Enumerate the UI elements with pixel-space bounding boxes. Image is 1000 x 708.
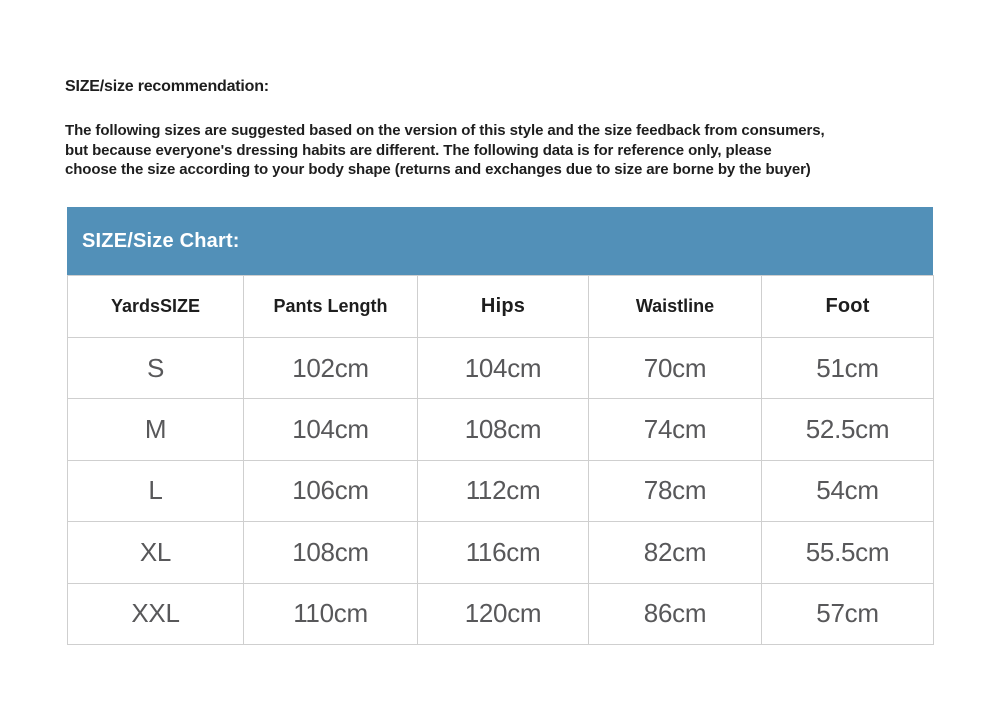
column-header-yards-size: YardsSIZE [68, 276, 244, 338]
size-cell: XL [68, 522, 244, 583]
pants-length-cell: 108cm [244, 522, 418, 583]
table-row-xxl [68, 583, 934, 644]
foot-cell: 54cm [762, 460, 934, 521]
table-row-l [68, 460, 934, 521]
hips-cell: 120cm [418, 583, 589, 644]
foot-cell: 51cm [762, 338, 934, 399]
foot-cell: 57cm [762, 583, 934, 644]
column-header-foot: Foot [762, 276, 934, 338]
column-header-pants-length: Pants Length [244, 276, 418, 338]
column-header-hips: Hips [418, 276, 589, 338]
recommendation-line-3: choose the size according to your body shape (returns and exchanges due to size are borne by the buyer) [65, 161, 811, 178]
pants-length-cell: 104cm [244, 399, 418, 460]
recommendation-line-1: The following sizes are suggested based on the version of this style and the size feedback from consumers, [65, 122, 825, 139]
table-row-s [68, 338, 934, 399]
hips-cell: 108cm [418, 399, 589, 460]
size-cell: M [68, 399, 244, 460]
foot-cell: 55.5cm [762, 522, 934, 583]
size-cell: S [68, 338, 244, 399]
waistline-cell: 78cm [589, 460, 762, 521]
pants-length-cell: 102cm [244, 338, 418, 399]
waistline-cell: 74cm [589, 399, 762, 460]
recommendation-heading: SIZE/size recommendation: [65, 78, 269, 95]
waistline-cell: 86cm [589, 583, 762, 644]
hips-cell: 116cm [418, 522, 589, 583]
foot-cell: 52.5cm [762, 399, 934, 460]
pants-length-cell: 110cm [244, 583, 418, 644]
size-cell: XXL [68, 583, 244, 644]
recommendation-line-2: but because everyone's dressing habits are different. The following data is for reference only, please [65, 141, 772, 159]
header-row [68, 276, 934, 338]
table-row-xl [68, 522, 934, 583]
table-row-m [68, 399, 934, 460]
size-cell: L [68, 460, 244, 521]
waistline-cell: 70cm [589, 338, 762, 399]
size-chart-banner [67, 207, 933, 275]
column-header-waistline: Waistline [589, 276, 762, 338]
pants-length-cell: 106cm [244, 460, 418, 521]
hips-cell: 112cm [418, 460, 589, 521]
waistline-cell: 82cm [589, 522, 762, 583]
size-chart-table [67, 275, 934, 645]
size-chart-title: SIZE/Size Chart: [82, 229, 240, 252]
hips-cell: 104cm [418, 338, 589, 399]
recommendation-paragraph [65, 121, 825, 180]
